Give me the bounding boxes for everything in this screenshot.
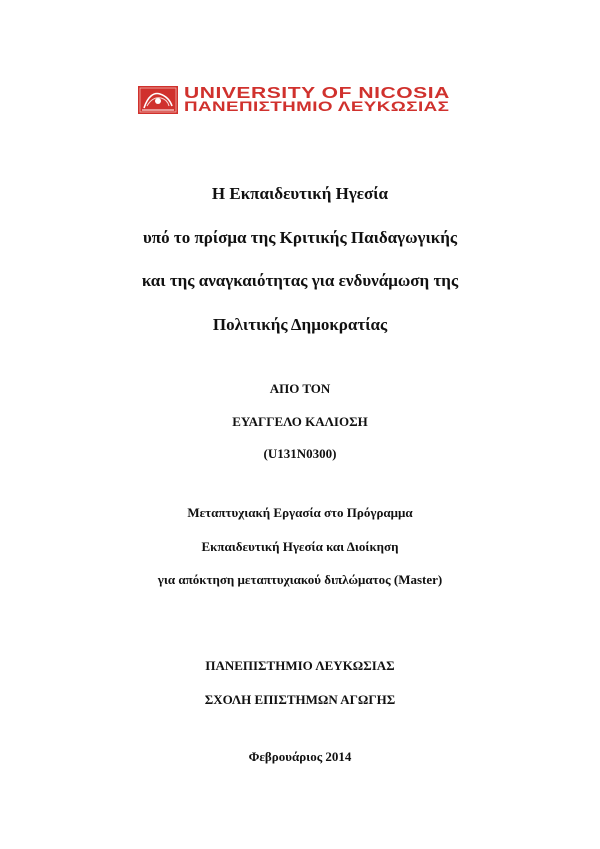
program-line-2: Εκπαιδευτική Ηγεσία και Διοίκηση xyxy=(201,539,399,554)
program-line-1: Μεταπτυχιακή Εργασία στο Πρόγραμμα xyxy=(187,505,413,520)
submission-date: Φεβρουάριος 2014 xyxy=(248,749,352,764)
university-logo xyxy=(138,86,450,114)
university-emblem-icon xyxy=(138,86,178,114)
title-line-3: και της αναγκαιότητας για ενδυνάμωση της xyxy=(141,271,459,290)
author-by-label: ΑΠΟ ΤΟΝ xyxy=(269,381,331,396)
title-line-4: Πολιτικής Δημοκρατίας xyxy=(212,315,388,334)
student-id: (U131N0300) xyxy=(263,446,337,461)
author-name: ΕΥΑΓΓΕΛΟ ΚΑΛΙΟΣΗ xyxy=(232,414,368,429)
title-line-1: Η Εκπαιδευτική Ηγεσία xyxy=(211,184,389,203)
program-line-3: για απόκτηση μεταπτυχιακού διπλώματος (Master) xyxy=(157,572,443,587)
university-name-greek: ΠΑΝΕΠΙΣΤΗΜΙΟ ΛΕΥΚΩΣΙΑΣ xyxy=(184,99,450,114)
title-line-2: υπό το πρίσμα της Κριτικής Παιδαγωγικής xyxy=(142,228,458,247)
university-name-english: UNIVERSITY OF NICOSIA xyxy=(184,85,450,102)
institution-university: ΠΑΝΕΠΙΣΤΗΜΙΟ ΛΕΥΚΩΣΙΑΣ xyxy=(205,658,395,673)
institution-school: ΣΧΟΛΗ ΕΠΙΣΤΗΜΩΝ ΑΓΩΓΗΣ xyxy=(204,692,396,707)
